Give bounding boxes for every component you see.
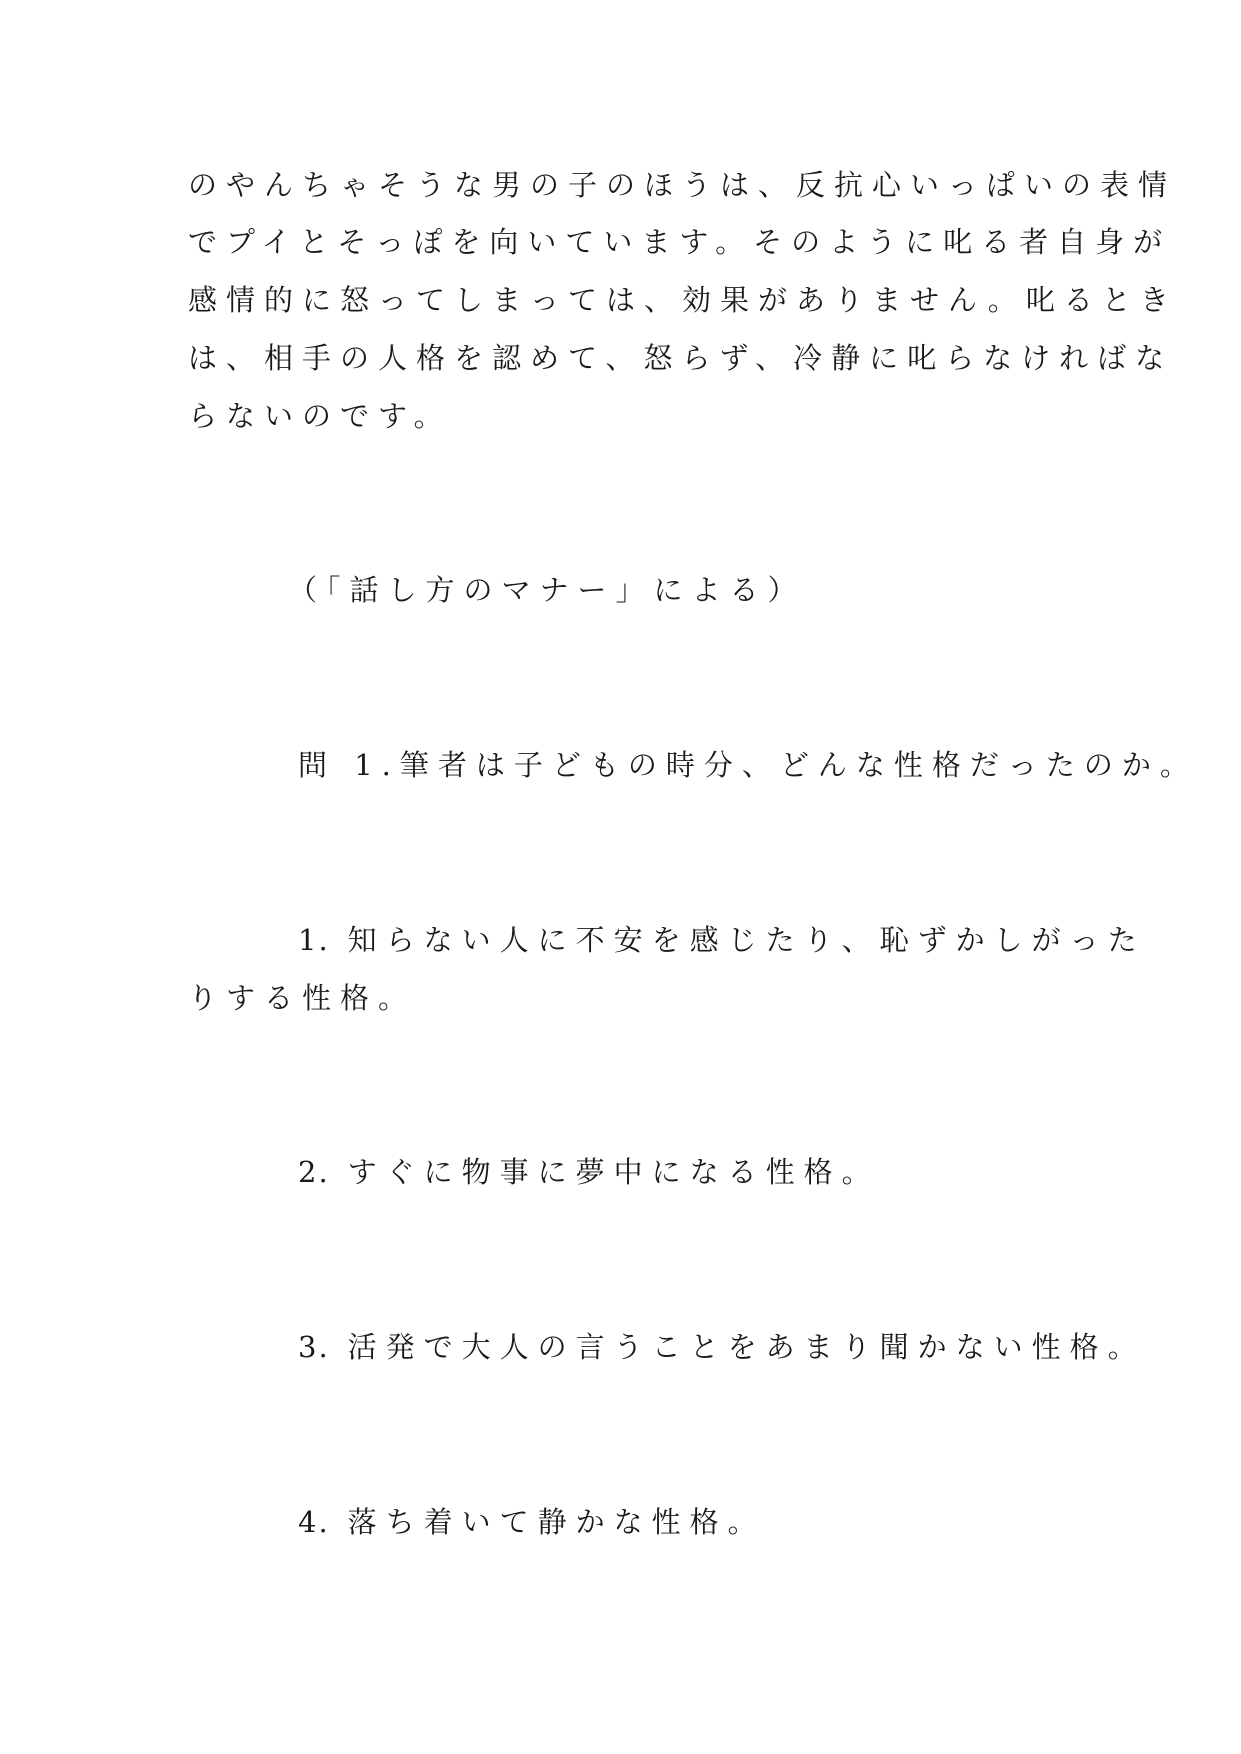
passage-line-1: のやんちゃそうな男の子のほうは、反抗心いっぱいの表情 xyxy=(188,168,1177,202)
source-citation: （「話し方のマナー」による） xyxy=(288,573,806,607)
passage-line-4: は、相手の人格を認めて、怒らず、冷静に叱らなければな xyxy=(188,341,1174,375)
question-1 xyxy=(298,745,1198,785)
passage-line-5: らないのです。 xyxy=(188,399,452,433)
option-number: 2. xyxy=(298,1155,330,1189)
option-number: 4. xyxy=(298,1505,330,1539)
passage-line-2: でプイとそっぽを向いています。そのように叱る者自身が xyxy=(188,225,1172,259)
option-text-continued: りする性格。 xyxy=(188,981,417,1015)
passage-line-3: 感情的に怒ってしまっては、効果がありません。叱るとき xyxy=(188,283,1178,317)
option-text: すぐに物事に夢中になる性格。 xyxy=(347,1155,880,1189)
option-text: 落ち着いて静かな性格。 xyxy=(347,1505,766,1539)
option-text: 知らない人に不安を感じたり、恥ずかしがった xyxy=(347,923,1146,957)
option-text: 活発で大人の言うことをあまり聞かない性格。 xyxy=(347,1330,1146,1364)
question-label: 問 1. xyxy=(298,748,400,782)
option-number: 1. xyxy=(298,923,330,957)
option-number: 3. xyxy=(298,1330,330,1364)
question-text: 筆者は子どもの時分、どんな性格だったのか。 xyxy=(399,748,1198,782)
